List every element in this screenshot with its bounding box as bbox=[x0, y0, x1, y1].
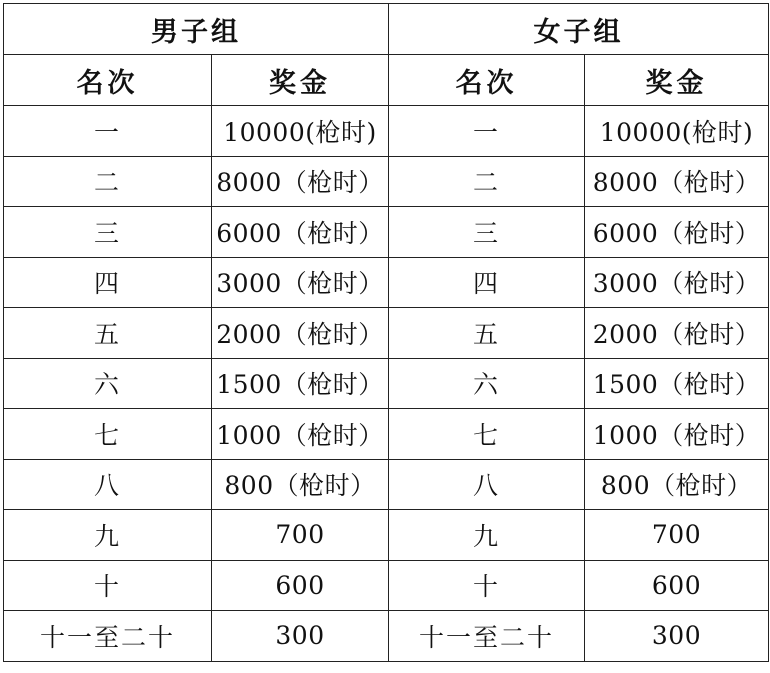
women-prize-cell: 300 bbox=[585, 611, 769, 662]
prize-table bbox=[3, 3, 769, 662]
group-header-row bbox=[4, 4, 769, 55]
men-rank-cell: 六 bbox=[4, 358, 212, 409]
table-row bbox=[4, 510, 769, 561]
women-rank-cell: 八 bbox=[389, 459, 585, 510]
women-prize-header: 奖金 bbox=[585, 55, 769, 106]
women-rank-cell: 一 bbox=[389, 106, 585, 157]
table-row bbox=[4, 257, 769, 308]
women-rank-cell: 二 bbox=[389, 156, 585, 207]
men-prize-cell: 1500（枪时） bbox=[212, 358, 389, 409]
women-prize-cell: 10000(枪时) bbox=[585, 106, 769, 157]
men-rank-cell: 二 bbox=[4, 156, 212, 207]
column-header-row bbox=[4, 55, 769, 106]
men-rank-cell: 五 bbox=[4, 308, 212, 359]
table-row bbox=[4, 308, 769, 359]
women-rank-cell: 七 bbox=[389, 409, 585, 460]
men-prize-cell: 3000（枪时） bbox=[212, 257, 389, 308]
table-row bbox=[4, 409, 769, 460]
men-prize-cell: 800（枪时） bbox=[212, 459, 389, 510]
table-row bbox=[4, 560, 769, 611]
table-row bbox=[4, 156, 769, 207]
men-rank-header: 名次 bbox=[4, 55, 212, 106]
table-row bbox=[4, 106, 769, 157]
men-rank-cell: 八 bbox=[4, 459, 212, 510]
men-prize-cell: 2000（枪时） bbox=[212, 308, 389, 359]
women-prize-cell: 1500（枪时） bbox=[585, 358, 769, 409]
men-rank-cell: 四 bbox=[4, 257, 212, 308]
women-group-header: 女子组 bbox=[389, 4, 769, 55]
women-prize-cell: 8000（枪时） bbox=[585, 156, 769, 207]
table-row bbox=[4, 611, 769, 662]
women-rank-cell: 三 bbox=[389, 207, 585, 258]
men-prize-cell: 1000（枪时） bbox=[212, 409, 389, 460]
women-rank-cell: 十 bbox=[389, 560, 585, 611]
women-rank-cell: 五 bbox=[389, 308, 585, 359]
women-prize-cell: 1000（枪时） bbox=[585, 409, 769, 460]
women-prize-cell: 700 bbox=[585, 510, 769, 561]
men-rank-cell: 一 bbox=[4, 106, 212, 157]
men-prize-cell: 600 bbox=[212, 560, 389, 611]
men-prize-cell: 700 bbox=[212, 510, 389, 561]
men-rank-cell: 九 bbox=[4, 510, 212, 561]
men-prize-cell: 10000(枪时) bbox=[212, 106, 389, 157]
men-group-header: 男子组 bbox=[4, 4, 389, 55]
women-prize-cell: 6000（枪时） bbox=[585, 207, 769, 258]
women-rank-cell: 四 bbox=[389, 257, 585, 308]
men-rank-cell: 十 bbox=[4, 560, 212, 611]
women-rank-cell: 九 bbox=[389, 510, 585, 561]
men-rank-cell: 三 bbox=[4, 207, 212, 258]
women-prize-cell: 3000（枪时） bbox=[585, 257, 769, 308]
men-prize-cell: 6000（枪时） bbox=[212, 207, 389, 258]
women-prize-cell: 2000（枪时） bbox=[585, 308, 769, 359]
men-rank-cell: 七 bbox=[4, 409, 212, 460]
men-prize-header: 奖金 bbox=[212, 55, 389, 106]
table-row bbox=[4, 207, 769, 258]
women-rank-cell: 六 bbox=[389, 358, 585, 409]
table-row bbox=[4, 358, 769, 409]
women-prize-cell: 600 bbox=[585, 560, 769, 611]
women-rank-cell: 十一至二十 bbox=[389, 611, 585, 662]
women-prize-cell: 800（枪时） bbox=[585, 459, 769, 510]
women-rank-header: 名次 bbox=[389, 55, 585, 106]
table-row bbox=[4, 459, 769, 510]
men-prize-cell: 8000（枪时） bbox=[212, 156, 389, 207]
men-rank-cell: 十一至二十 bbox=[4, 611, 212, 662]
men-prize-cell: 300 bbox=[212, 611, 389, 662]
